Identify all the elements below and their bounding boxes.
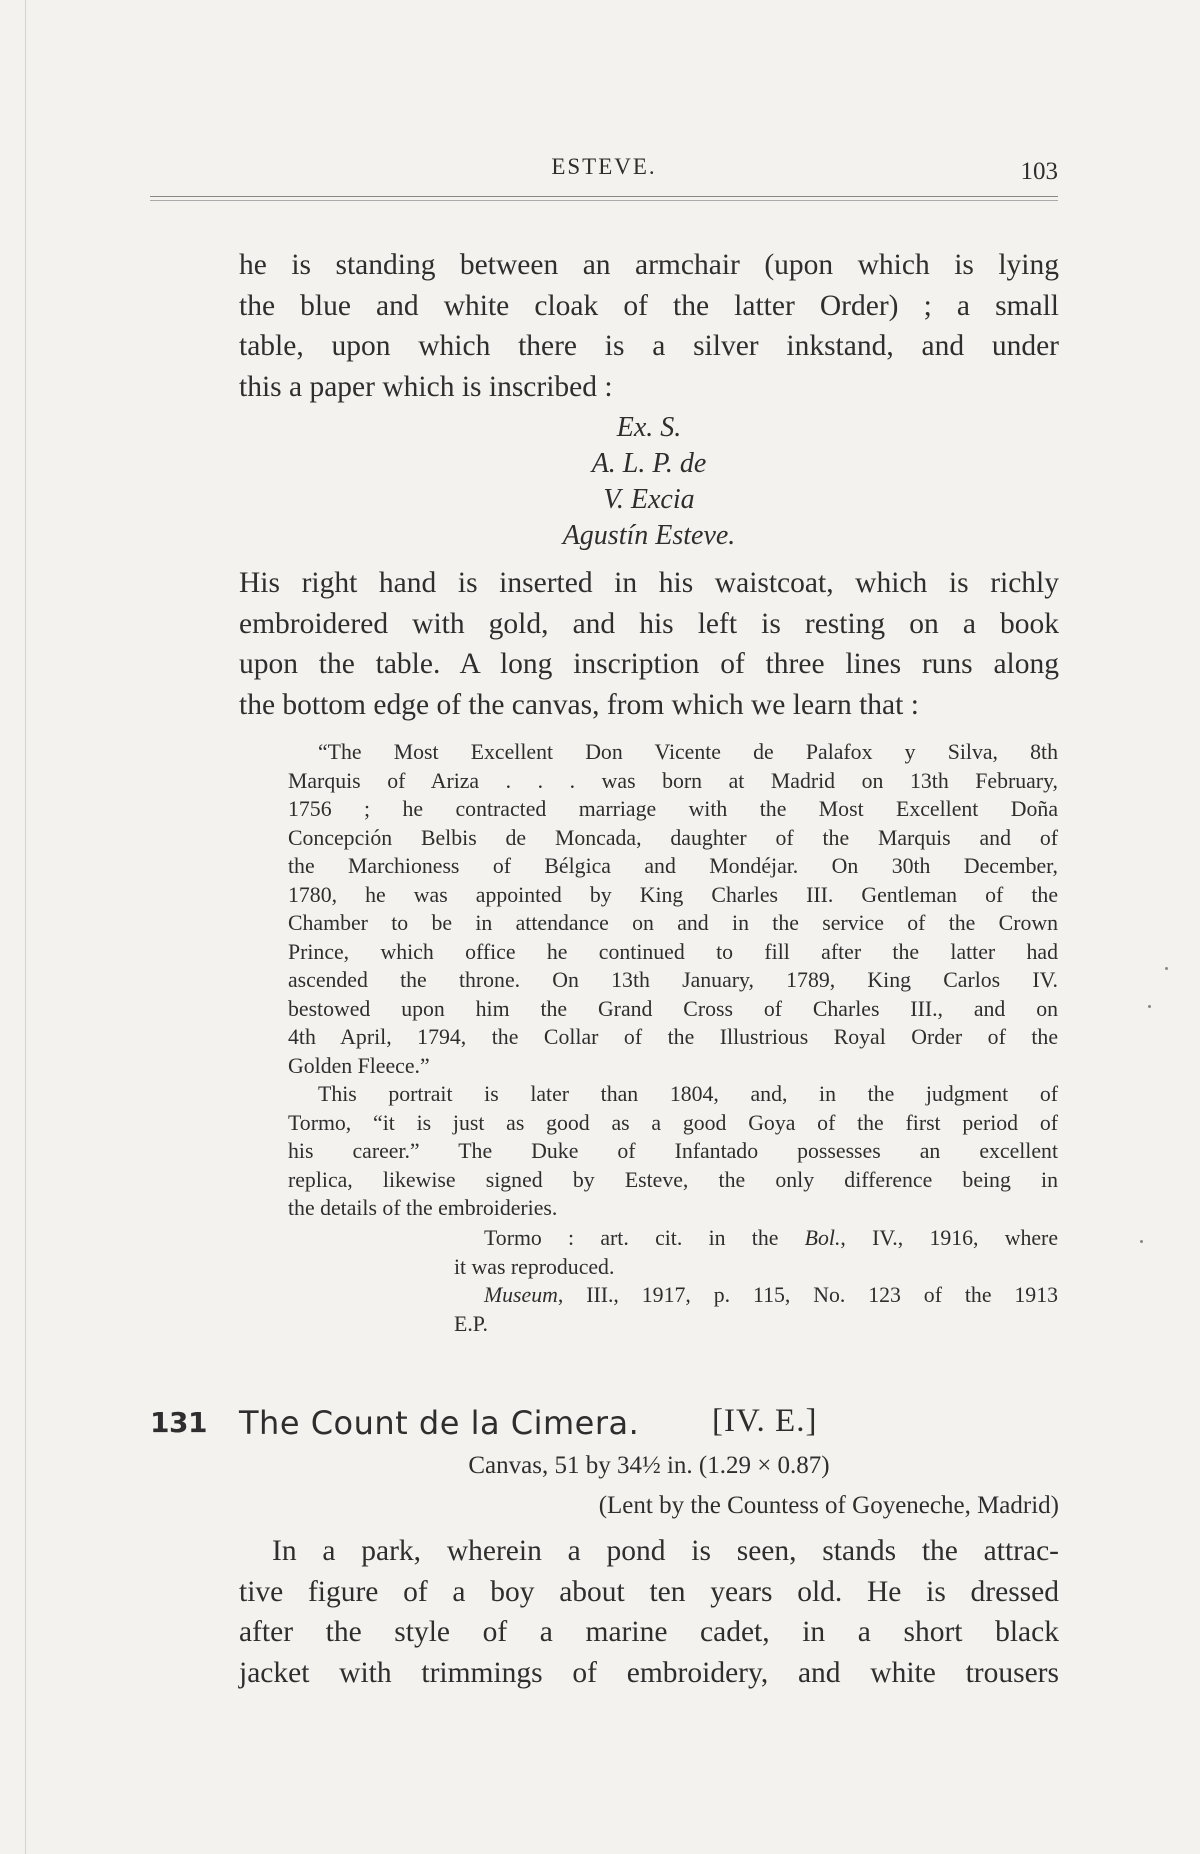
quote-line: Prince, which office he continued to fill after the latter had	[288, 939, 1058, 964]
journal-title: Bol.	[804, 1226, 841, 1250]
quoted-inscription	[288, 738, 1058, 1223]
quote-line: Marquis of Ariza . . . was born at Madrid on 13th February,	[288, 768, 1058, 793]
commentary-line: the details of the embroideries.	[288, 1196, 558, 1220]
quote-line: 1756 ; he contracted marriage with the Most Excellent Doña	[288, 797, 1058, 821]
page-speck	[1148, 1005, 1151, 1008]
reference-line: it was reproduced.	[454, 1254, 615, 1279]
inscription-line: Ex. S.	[616, 412, 682, 443]
catalogue-entry-header	[150, 1404, 1058, 1454]
paragraph-continuation	[239, 245, 1059, 407]
quote-line: 4th April, 1794, the Collar of the Illustrious Royal Order of the	[288, 1025, 1058, 1049]
exhibition-reference: [IV. E.]	[712, 1403, 818, 1439]
journal-title: Museum	[484, 1283, 558, 1307]
quote-line: “The Most Excellent Don Vicente de Palafox y Silva, 8th	[318, 740, 1058, 764]
canvas-dimensions: Canvas, 51 by 34½ in. (1.29 × 0.87)	[468, 1452, 830, 1479]
page-number: 103	[1020, 158, 1058, 185]
quote-line: 1780, he was appointed by King Charles III. Gentleman of the	[288, 882, 1058, 907]
text-line: In a park, wherein a pond is seen, stands the attrac-	[272, 1535, 1059, 1567]
quote-line: Concepción Belbis de Moncada, daughter of the Marquis and of	[288, 825, 1058, 850]
catalogue-number: 131	[150, 1406, 207, 1439]
text-line: after the style of a marine cadet, in a short black	[239, 1616, 1059, 1648]
inscription-line: A. L. P. de	[591, 448, 707, 479]
commentary-line: replica, likewise signed by Esteve, the only difference being in	[288, 1167, 1058, 1192]
text-line: this a paper which is inscribed :	[239, 370, 613, 403]
paragraph-description	[239, 563, 1059, 725]
commentary-line: This portrait is later than 1804, and, in the judgment of	[318, 1082, 1058, 1106]
text-line: table, upon which there is a silver inkstand, and under	[239, 330, 1059, 362]
header-rule	[150, 196, 1058, 197]
quote-line: Golden Fleece.”	[288, 1053, 430, 1078]
reference-line: E.P.	[454, 1311, 488, 1336]
inscription-block	[239, 410, 1059, 554]
text-line: tive figure of a boy about ten years old. He is dressed	[239, 1575, 1059, 1608]
commentary-line: Tormo, “it is just as good as a good Goya of the first period of	[288, 1110, 1058, 1135]
inscription-line: V. Excia	[603, 484, 695, 515]
entry-title: The Count de la Cimera.	[239, 1404, 640, 1442]
page-speck	[1140, 1240, 1143, 1243]
inscription-line: Agustín Esteve.	[562, 520, 736, 551]
page-header	[150, 148, 1058, 188]
reference-line: Museum, III., 1917, p. 115, No. 123 of the 1913	[484, 1283, 1058, 1307]
lender-note: (Lent by the Countess of Goyeneche, Madrid)	[598, 1492, 1059, 1519]
text-line: the bottom edge of the canvas, from which we learn that :	[239, 688, 919, 721]
entry-description	[239, 1531, 1059, 1693]
text-line: upon the table. A long inscription of three lines runs along	[239, 648, 1059, 680]
running-head: ESTEVE.	[551, 154, 657, 179]
text-line: he is standing between an armchair (upon which is lying	[239, 249, 1059, 281]
page-gutter-line	[25, 0, 26, 1854]
page-speck	[1165, 967, 1168, 970]
references	[454, 1224, 1058, 1338]
header-rule	[150, 200, 1058, 201]
quote-line: the Marchioness of Bélgica and Mondéjar. On 30th December,	[288, 854, 1058, 878]
commentary-line: his career.” The Duke of Infantado possesses an excellent	[288, 1139, 1058, 1163]
text-line: the blue and white cloak of the latter Order) ; a small	[239, 289, 1059, 322]
quote-line: Chamber to be in attendance on and in the service of the Crown	[288, 911, 1058, 935]
text-line: embroidered with gold, and his left is resting on a book	[239, 607, 1059, 640]
reference-line: Tormo : art. cit. in the Bol., IV., 1916, where	[484, 1226, 1058, 1250]
quote-line: bestowed upon him the Grand Cross of Charles III., and on	[288, 996, 1058, 1021]
text-line: jacket with trimmings of embroidery, and white trousers	[239, 1656, 1059, 1689]
quote-line: ascended the throne. On 13th January, 1789, King Carlos IV.	[288, 968, 1058, 992]
text-line: His right hand is inserted in his waistcoat, which is richly	[239, 567, 1059, 599]
